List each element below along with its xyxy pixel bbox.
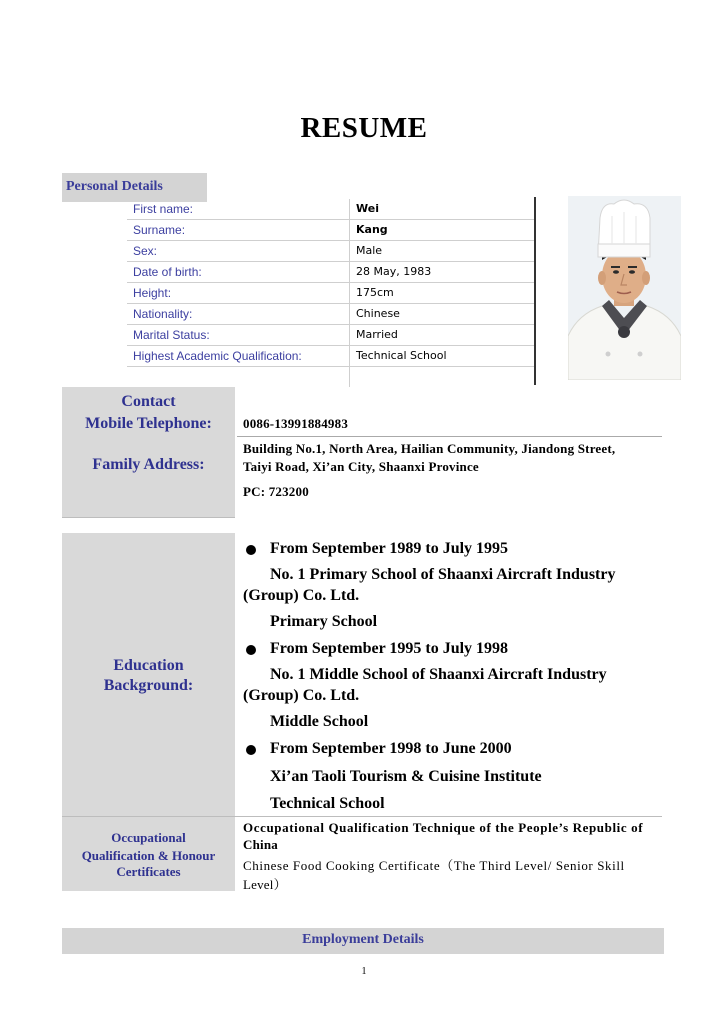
personal-row-qualification: [127, 346, 534, 367]
postcode: PC: 723200: [243, 484, 309, 499]
surname-value: Kang: [356, 223, 388, 236]
first-name-value: Wei: [356, 202, 379, 215]
personal-row-date-of-birth: [127, 262, 534, 283]
personal-row-surname: [127, 220, 534, 241]
family-address-label: Family Address:: [92, 456, 205, 473]
bullet-icon: [246, 745, 256, 755]
marital-status-label: Marital Status:: [133, 328, 210, 342]
personal-details-header-label: Personal Details: [66, 179, 163, 194]
qualification-label-line2: Qualification & Honour: [81, 848, 216, 863]
education-level-1: Primary School: [270, 613, 378, 630]
first-name-label: First name:: [133, 202, 194, 216]
nationality-label: Nationality:: [133, 307, 193, 321]
education-school-1-cont: (Group) Co. Ltd.: [243, 587, 360, 604]
sex-label: Sex:: [133, 244, 158, 258]
date-of-birth-value: 28 May, 1983: [356, 265, 432, 278]
personal-row-height: [127, 283, 534, 304]
date-of-birth-label: Date of birth:: [133, 265, 202, 279]
qualification-value: Technical School: [356, 349, 447, 362]
education-school-1: No. 1 Primary School of Shaanxi Aircraft Industry: [270, 566, 616, 583]
personal-row-nationality: [127, 304, 534, 325]
education-school-2-cont: (Group) Co. Ltd.: [243, 687, 360, 704]
sex-value: Male: [356, 244, 383, 257]
qualification-label-line3: Certificates: [116, 864, 181, 879]
certificate-line2: Level）: [243, 877, 287, 892]
bullet-icon: [246, 545, 256, 555]
mobile-telephone-value: 0086-13991884983: [243, 416, 349, 431]
family-address-line1: Building No.1, North Area, Hailian Community, Jiandong Street,: [243, 441, 616, 456]
qualification-label: Highest Academic Qualification:: [133, 349, 302, 363]
mobile-telephone-label: Mobile Telephone:: [85, 415, 212, 432]
education-period-1: From September 1989 to July 1995: [270, 540, 509, 557]
education-period-2: From September 1995 to July 1998: [270, 640, 509, 657]
personal-details-header: [62, 173, 207, 202]
certificate-line1: Chinese Food Cooking Certificate（The Third Level/ Senior Skill: [243, 858, 625, 873]
height-label: Height:: [133, 286, 172, 300]
family-address-line2: Taiyi Road, Xi’an City, Shaanxi Province: [243, 459, 479, 474]
qualification-label-line1: Occupational: [111, 830, 186, 845]
personal-details-divider: [534, 197, 536, 385]
personal-row-marital-status: [127, 325, 534, 346]
nationality-value: Chinese: [356, 307, 400, 320]
education-level-3: Technical School: [270, 795, 385, 812]
education-school-3: Xi’an Taoli Tourism & Cuisine Institute: [270, 768, 542, 785]
qualification-title-line1: Occupational Qualification Technique of the People’s Republic of: [243, 820, 644, 835]
personal-row-first-name: [127, 199, 534, 220]
education-level-2: Middle School: [270, 713, 369, 730]
employment-details-header: [62, 928, 664, 954]
personal-row-empty: [127, 367, 534, 387]
profile-photo: [568, 196, 681, 380]
qualification-title-line2: China: [243, 837, 278, 852]
education-label-line1: Education: [113, 657, 184, 674]
education-period-3: From September 1998 to June 2000: [270, 740, 512, 757]
education-label-line2: Background:: [103, 677, 194, 694]
page-number: 1: [361, 966, 367, 977]
bullet-icon: [246, 645, 256, 655]
marital-status-value: Married: [356, 328, 398, 341]
education-school-2: No. 1 Middle School of Shaanxi Aircraft Industry: [270, 666, 607, 683]
personal-row-sex: [127, 241, 534, 262]
page-title: RESUME: [300, 112, 428, 144]
height-value: 175cm: [356, 286, 394, 299]
surname-label: Surname:: [133, 223, 186, 237]
employment-details-label: Employment Details: [302, 932, 424, 947]
contact-header: Contact: [121, 393, 176, 410]
